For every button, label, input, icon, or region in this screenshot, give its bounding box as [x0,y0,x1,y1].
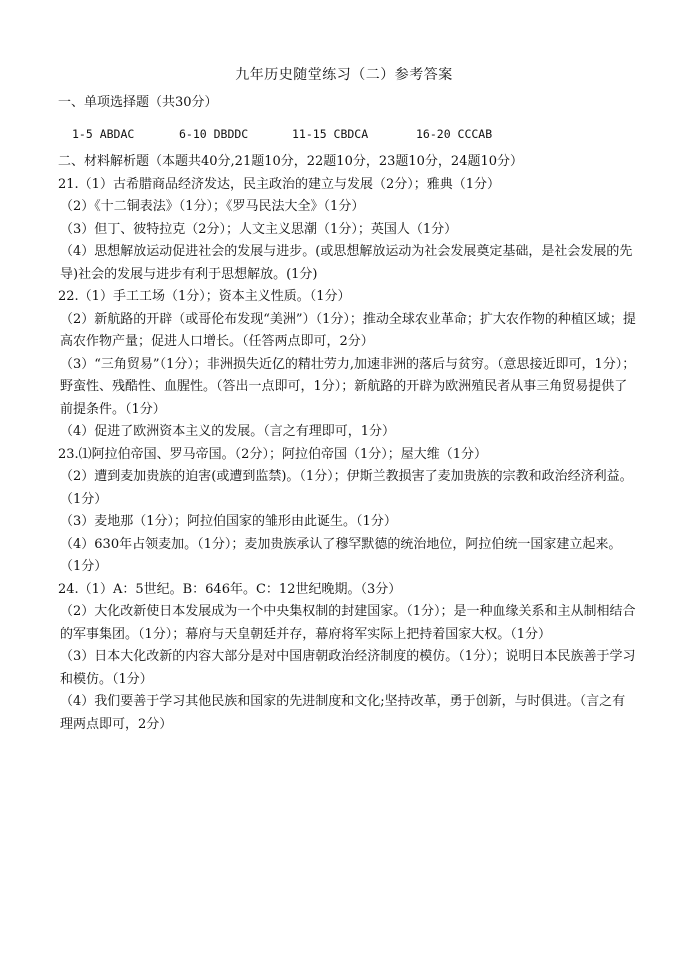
section1-heading: 一、单项选择题（共30分） [58,95,218,110]
answer-line-24-4: （4）我们要善于学习其他民族和国家的先进制度和文化;坚持改革，勇于创新，与时俱进。（言之有理两点即可，2分） [60,694,626,732]
answer-line-22-4: （4）促进了欧洲资本主义的发展。（言之有理即可，1分） [60,424,396,439]
answer-line-21-1: 21.（1）古希腊商品经济发达，民主政治的建立与发展（2分）；雅典（1分） [58,176,500,192]
answer-line-21-2: （2）《十二铜表法》（1分）；《罗马民法大全》（1分） [60,199,365,214]
choice-answer-group: 11-15 CBDCA [292,126,369,141]
answer-line-22-2: （2）新航路的开辟（或哥伦布发现“美洲”）（1分）；推动全球农业革命；扩大农作物的种植区域；提高农作物产量；促进人口增长。（任答两点即可，2分） [60,311,636,349]
answer-line-23-2: （2）遭到麦加贵族的迫害(或遭到监禁)。（1分）；伊斯兰教损害了麦加贵族的宗教和政治经济利益。（1分） [60,469,633,507]
answer-line-24-3: （3）日本大化改新的内容大部分是对中国唐朝政治经济制度的模仿。（1分）；说明日本民族善于学习和模仿。（1分） [60,649,636,687]
answer-line-23-3: （3）麦地那（1分）；阿拉伯国家的雏形由此诞生。（1分） [60,514,397,529]
section2-heading: 二、材料解析题（本题共40分,21题10分，22题10分，23题10分，24题10分） [58,154,524,169]
page-title: 九年历史随堂练习（二）参考答案 [235,67,453,83]
answer-line-23-1: 23.⑴阿拉伯帝国、罗马帝国。（2分）；阿拉伯帝国（1分）；屋大维（1分） [58,446,487,462]
choice-answer-group: 16-20 CCCAB [416,126,493,141]
choice-answers-row [58,123,636,146]
choice-answer-group: 6-10 DBDDC [179,126,249,141]
choice-answer-group: 1-5 ABDAC [72,126,135,141]
answer-line-21-3: （3）但丁、彼特拉克（2分）；人文主义思潮（1分）；英国人（1分） [60,221,458,237]
answer-line-22-1: 22.（1）手工工场（1分）；资本主义性质。（1分） [58,289,351,304]
answer-line-24-1: 24.（1）A：5世纪。B：646年。C：12世纪晚期。（3分） [58,581,402,597]
answer-line-24-2: （2）大化改新使日本发展成为一个中央集权制的封建国家。（1分）；是一种血缘关系和主从制相结合的军事集团。（1分）；幕府与天皇朝廷并存，幕府将军实际上把持着国家大权。（1分） [60,604,636,642]
answer-line-22-3: （3）“三角贸易”（1分）；非洲损失近亿的精壮劳力,加速非洲的落后与贫穷。（意思接近即可，1分）；野蛮性、残酷性、血腥性。（答出一点即可，1分）；新航路的开辟为欧洲殖民者从事三角贸易提供了前提条件。（1分） [60,356,636,417]
answer-line-21-4: （4）思想解放运动促进社会的发展与进步。(或思想解放运动为社会发展奠定基础，是社会发展的先导)社会的发展与进步有利于思想解放。(1分) [60,244,633,282]
answer-line-23-4: （4）630年占领麦加。（1分）；麦加贵族承认了穆罕默德的统治地位，阿拉伯统一国家建立起来。（1分） [60,536,622,574]
answer-content [58,92,636,736]
